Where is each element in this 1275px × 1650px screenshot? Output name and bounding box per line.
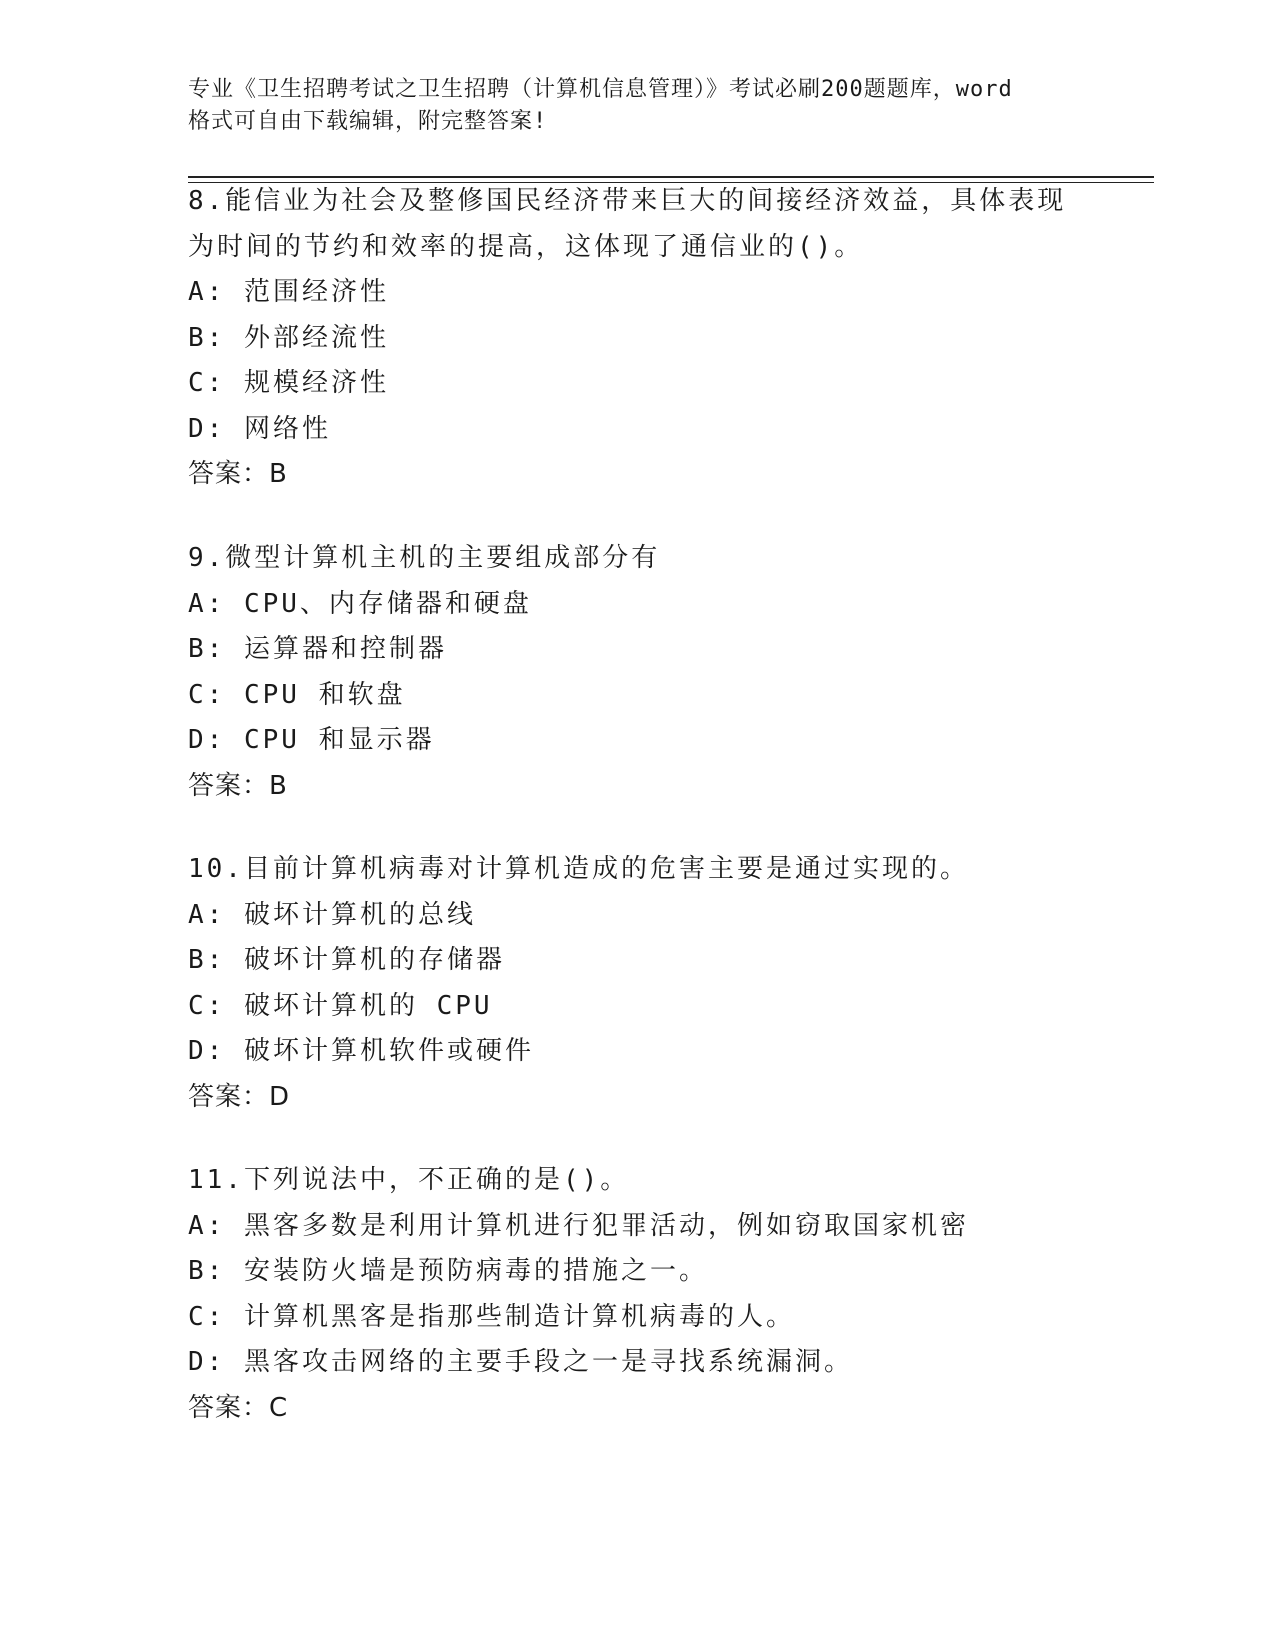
option-b: B: 破坏计算机的存储器 [188,945,505,975]
option-a: A: CPU、内存储器和硬盘 [188,588,532,619]
answer-line: 答案：B [188,770,288,801]
document-header [188,74,1088,138]
answer-line: 答案：C [188,1392,289,1423]
option-a: A: 破坏计算机的总线 [188,899,476,930]
option-d: D: 黑客攻击网络的主要手段之一是寻找系统漏洞。 [188,1347,853,1377]
question-stem-line: 11.下列说法中，不正确的是()。 [188,1165,630,1195]
option-d: D: 网络性 [188,413,331,444]
option-d: D: 破坏计算机软件或硬件 [188,1036,534,1066]
question-9 [188,536,1148,809]
option-c: C: 计算机黑客是指那些制造计算机病毒的人。 [188,1301,795,1332]
question-stem-line: 10.目前计算机病毒对计算机造成的危害主要是通过实现的。 [188,854,969,884]
answer-line: 答案：D [188,1081,291,1112]
option-c: C: 规模经济性 [188,368,389,398]
option-a: A: 范围经济性 [188,277,389,307]
question-stem-line: 8.能信业为社会及整修国民经济带来巨大的间接经济效益，具体表现 [188,186,1067,216]
header-divider-thick [188,176,1154,178]
question-stem-line: 为时间的节约和效率的提高，这体现了通信业的()。 [188,231,864,262]
header-line-2: 格式可自由下载编辑，附完整答案! [188,109,548,134]
question-8 [188,179,1148,498]
question-stem-line: 9.微型计算机主机的主要组成部分有 [188,543,661,573]
option-b: B: 外部经流性 [188,322,389,353]
option-b: B: 运算器和控制器 [188,634,447,664]
option-c: C: 破坏计算机的 CPU [188,990,493,1021]
option-c: C: CPU 和软盘 [188,679,406,710]
option-a: A: 黑客多数是利用计算机进行犯罪活动，例如窃取国家机密 [188,1210,969,1241]
header-line-1: 专业《卫生招聘考试之卫生招聘（计算机信息管理）》考试必刷200题题库，word [188,77,1013,102]
question-11 [188,1158,1148,1431]
option-d: D: CPU 和显示器 [188,725,435,755]
option-b: B: 安装防火墙是预防病毒的措施之一。 [188,1256,708,1286]
question-10 [188,847,1148,1120]
answer-line: 答案：B [188,459,288,489]
